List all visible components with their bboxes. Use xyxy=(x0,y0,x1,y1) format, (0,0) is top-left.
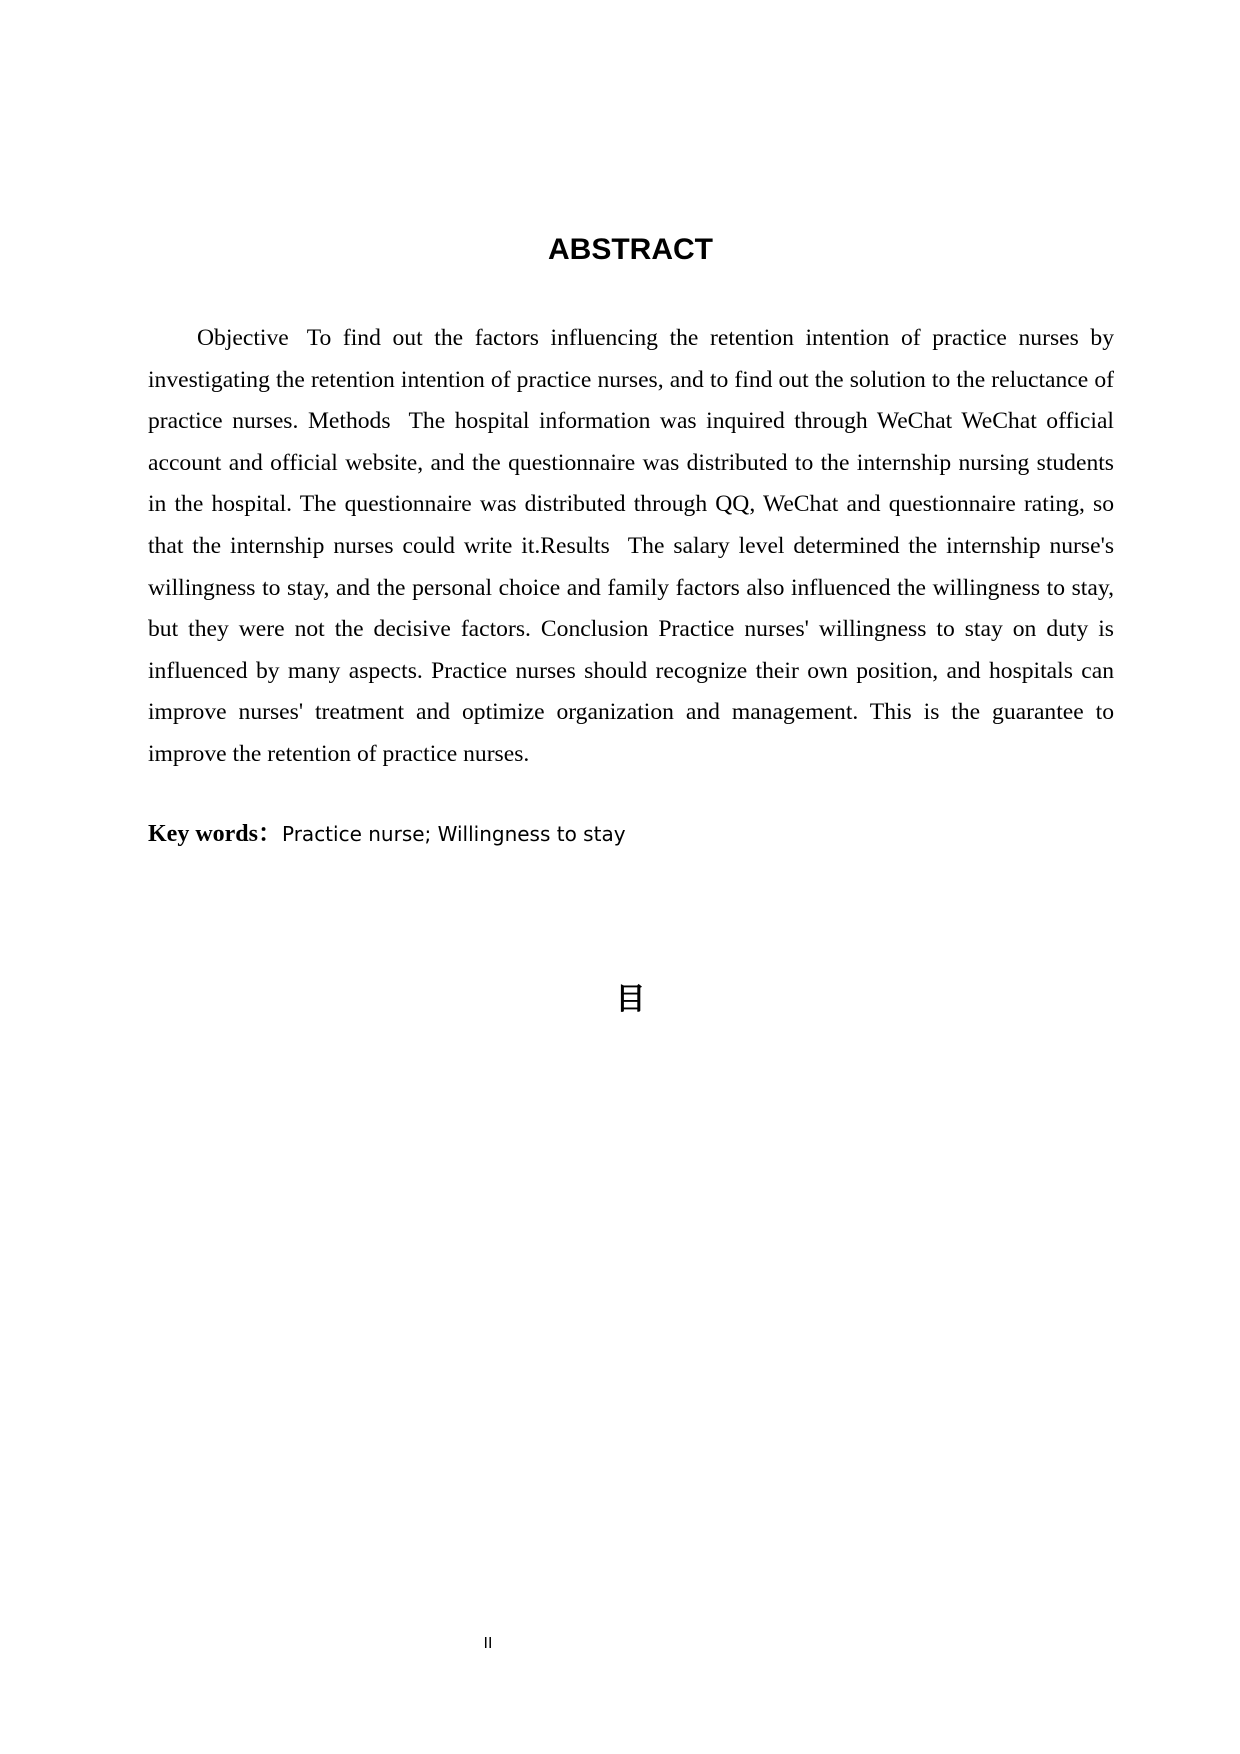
toc-heading: 目 xyxy=(615,982,646,1017)
abstract-body xyxy=(148,318,1114,776)
conclusion-text: Practice nurses' willingness to stay on duty is influenced by many aspects. Practice nurses should recognize their own position, and hospitals can improve nurses' treatment and optimize organization and management. This is the guarantee to improve the retention of practice nurses. xyxy=(148,616,1114,767)
results-text: The salary level determined the internship nurse's willingness to stay, and the personal choice and family factors also influenced the willingness to stay, but they were not the decisive factors. xyxy=(148,532,1114,643)
page-number: II xyxy=(483,1635,493,1652)
objective-label: Objective xyxy=(197,325,289,351)
methods-text: The hospital information was inquired through WeChat WeChat official account and official website, and the questionnaire was distributed to the internship nursing students in the hospital. The questionnaire was distributed through QQ, WeChat and questionnaire rating, so that the internship nurses could write it. xyxy=(148,408,1114,559)
keywords-text: Practice nurse; Willingness to stay xyxy=(282,822,626,846)
abstract-title: ABSTRACT xyxy=(548,233,713,266)
keywords-line xyxy=(148,817,1114,854)
conclusion-label: Conclusion xyxy=(540,616,649,643)
objective-text: To find out the factors influencing the retention intention of practice nurses by investigating the retention intention of practice nurses, and to find out the solution to the reluctance of practice nurses. xyxy=(148,325,1114,435)
results-label: Results xyxy=(540,532,610,559)
keywords-label: Key words： xyxy=(148,821,282,847)
methods-label: Methods xyxy=(307,408,391,435)
